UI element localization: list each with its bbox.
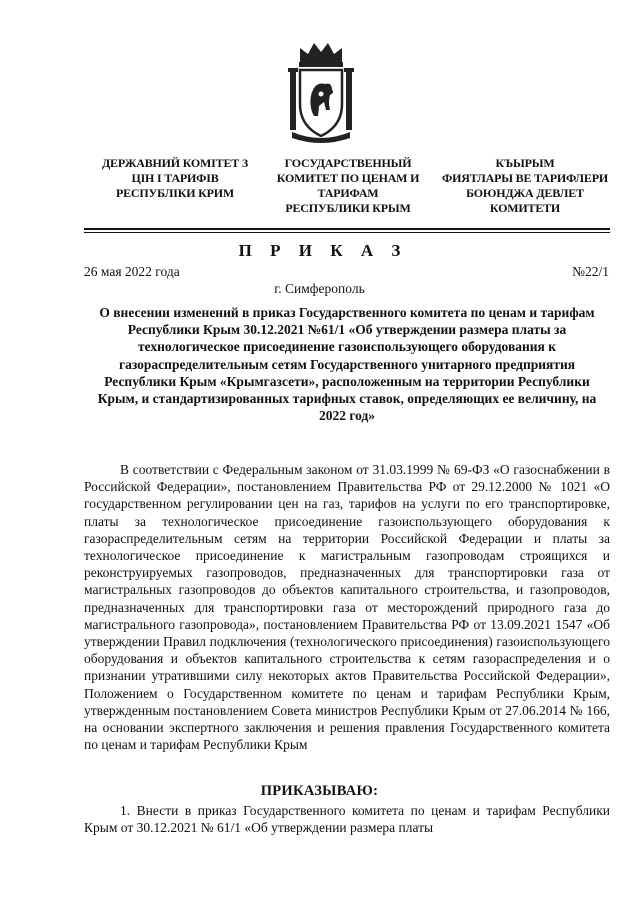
decree-item-1: 1. Внести в приказ Государственного комитета по ценам и тарифам Республики Крым от 30.12.2021 № 61/1 «Об утверждении размера платы xyxy=(84,803,610,836)
crimea-coat-of-arms-icon xyxy=(288,40,354,144)
order-number: №22/1 xyxy=(572,264,609,279)
authority-name-ukrainian: ДЕРЖАВНИЙ КОМІТЕТ З ЦІН І ТАРИФІВ РЕСПУБЛІКИ КРИМ xyxy=(102,156,248,200)
header-divider-thin xyxy=(84,232,610,233)
document-title: П Р И К А З xyxy=(238,241,408,260)
preamble-paragraph: В соответствии с Федеральным законом от 31.03.1999 № 69-ФЗ «О газоснабжении в Российской Федерации», постановлением Правительства РФ от 29.12.2000 № 1021 «О государственном регулировании цен на газ, тарифов на услуги по его транспортировке, платы за технологическое присоединение газоиспользующего оборудования к газораспределительным сетям на территории Российской Федерации и платы за технологическое присоединение к магистральным газопроводам строящихся и реконструируемых газопроводов, предназначенных для транспортировки газа от магистральных газопроводов до объектов капитального строительства, и газопроводов, предназначенных для транспортировки газа от месторождений природного газа до магистрального газопровода», постановлением Правительства РФ от 13.09.2021 1547 «Об утверждении Правил подключения (технологического присоединения) газоиспользующего оборудования и объектов капитального строительства к сетям газораспределения и о признании утратившими силу некоторых актов Правительства Российской Федерации», Положением о Государственном комитете по ценам и тарифам Республики Крым, утвержденным постановлением Совета министров Республики Крым от 27.06.2014 № 166, на основании экспертного заключения и решения правления Государственного комитета по ценам и тарифам Республики Крым xyxy=(84,462,610,753)
item-clip xyxy=(84,802,610,841)
header-divider xyxy=(84,228,610,230)
order-city: г. Симферополь xyxy=(274,281,365,296)
authority-name-crimean-tatar: КЪЫРЫМ ФИЯТЛАРЫ ВЕ ТАРИФЛЕРИ БОЮНДЖА ДЕВЛЕТ КОМИТЕТИ xyxy=(442,156,608,215)
decree-heading: ПРИКАЗЫВАЮ: xyxy=(260,783,379,799)
order-subject: О внесении изменений в приказ Государственного комитета по ценам и тарифам Республики Крым 30.12.2021 №61/1 «Об утверждении размера платы за технологическое присоединение газоиспользующего оборудования к газораспределительным сетям Государственного унитарного предприятия Республики Крым «Крымгазсети», расположенным на территории Республики Крым, и стандартизированных тарифных ставок, определяющих ее величину, на 2022 год» xyxy=(97,305,597,424)
order-date: 26 мая 2022 года xyxy=(84,264,180,279)
authority-name-russian: ГОСУДАРСТВЕННЫЙ КОМИТЕТ ПО ЦЕНАМ И ТАРИФАМ РЕСПУБЛИКИ КРЫМ xyxy=(276,156,420,215)
